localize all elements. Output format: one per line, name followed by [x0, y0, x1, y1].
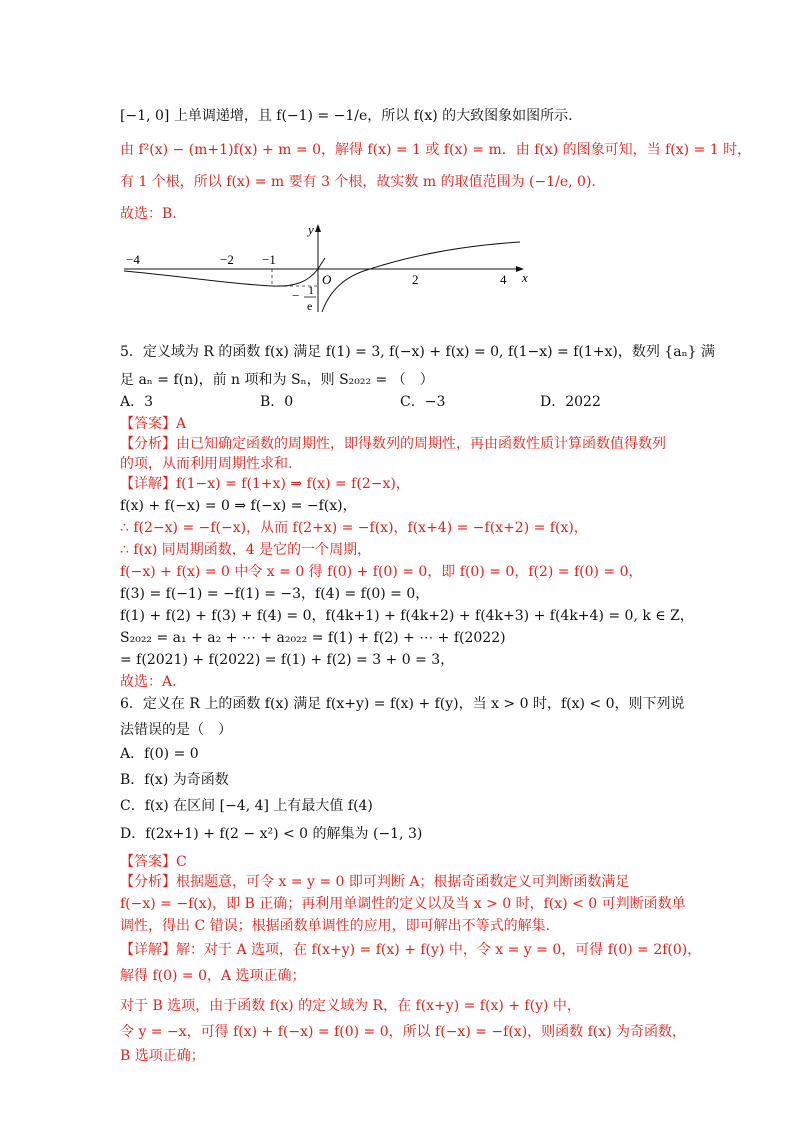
text-line-l06: 足 aₙ = f(n)，前 n 项和为 Sₙ，则 S₂₀₂₂ = （ ） — [120, 372, 434, 388]
option-d: D．2022 — [540, 394, 601, 410]
curve-left — [124, 269, 318, 286]
text-line-l21: 6．定义在 R 上的函数 f(x) 满足 f(x+y) = f(x) + f(y)，当 x > 0 时，f(x) < 0，则下列说 — [120, 696, 685, 712]
text-line-l18: S₂₀₂₂ = a₁ + a₂ + ⋯ + a₂₀₂₂ = f(1) + f(2) + ⋯ + f(2022) — [120, 630, 506, 646]
option-b: B．0 — [260, 394, 294, 410]
text-line-l27: 【答案】C — [120, 854, 187, 870]
function-graph — [120, 224, 540, 314]
text-line-l28: 【分析】根据题意，可令 x = y = 0 即可判断 A；根据奇函数定义可判断函数满足 — [120, 874, 630, 890]
text-line-l29: f(−x) = −f(x)，即 B 正确；再利用单调性的定义以及当 x > 0 时，f(x) < 0 可判断函数单 — [120, 896, 686, 912]
text-line-l10: 的项，从而利用周期性求和. — [120, 456, 293, 472]
text-line-l30: 调性，得出 C 错误；根据函数单调性的应用，即可解出不等式的解集. — [120, 918, 551, 934]
text-line-l15: f(−x) + f(x) = 0 中令 x = 0 得 f(0) + f(0) = 0，即 f(0) = 0，f(2) = f(0) = 0， — [120, 564, 643, 580]
text-line-l33: 对于 B 选项，由于函数 f(x) 的定义域为 R，在 f(x+y) = f(x) + f(y) 中， — [120, 998, 581, 1014]
text-line-l08: 【答案】A — [120, 416, 187, 432]
x-tick-label: −2 — [220, 252, 234, 267]
y-tick-sign: − — [292, 288, 300, 303]
text-line-l03: 有 1 个根，所以 f(x) = m 要有 3 个根，故实数 m 的取值范围为 (−1/e, 0). — [120, 174, 596, 190]
y-tick-numerator: 1 — [308, 283, 314, 297]
text-line-l17: f(1) + f(2) + f(3) + f(4) = 0，f(4k+1) + f(4k+2) + f(4k+3) + f(4k+4) = 0, k ∈ Z， — [120, 608, 694, 624]
text-line-l02: 由 f²(x) − (m+1)f(x) + m = 0，解得 f(x) = 1 或 f(x) = m．由 f(x) 的图象可知，当 f(x) = 1 时， — [120, 142, 752, 158]
x-axis-label: x — [522, 270, 528, 285]
curve-right — [322, 242, 520, 312]
text-line-l09: 【分析】由已知确定函数的周期性，即得数列的周期性，再由函数性质计算函数值得数列 — [120, 436, 666, 452]
option-c: C．−3 — [400, 394, 446, 410]
y-axis-arrow — [315, 224, 321, 232]
y-tick-denominator: e — [307, 299, 313, 313]
text-line-l16: f(3) = f(−1) = −f(1) = −3，f(4) = f(0) = 0， — [120, 586, 430, 602]
text-line-l04: 故选：B. — [120, 206, 177, 222]
text-line-l26: D．f(2x+1) + f(2 − x²) < 0 的解集为 (−1, 3) — [120, 826, 423, 842]
text-line-l34: 令 y = −x，可得 f(x) + f(−x) = f(0) = 0，所以 f(−x) = −f(x)，则函数 f(x) 为奇函数， — [120, 1024, 687, 1040]
x-tick-label: 2 — [412, 272, 419, 287]
text-line-l14: ∴ f(x) 同周期函数，4 是它的一个周期， — [120, 542, 372, 558]
option-a: A．3 — [120, 394, 154, 410]
text-line-l32: 解得 f(0) = 0，A 选项正确； — [120, 968, 306, 984]
x-tick-label: −4 — [126, 252, 140, 267]
text-line-l01: [−1, 0] 上单调递增，且 f(−1) = −1/e，所以 f(x) 的大致图象如图所示. — [120, 108, 573, 124]
text-line-l31: 【详解】解：对于 A 选项，在 f(x+y) = f(x) + f(y) 中，令 x = y = 0，可得 f(0) = 2f(0)， — [120, 942, 702, 958]
y-axis-label: y — [308, 224, 314, 237]
curve-origin-up — [318, 258, 325, 269]
text-line-l05: 5．定义域为 R 的函数 f(x) 满足 f(1) = 3, f(−x) + f(x) = 0, f(1−x) = f(1+x)，数列 {aₙ} 满 — [120, 344, 715, 360]
origin-label: O — [322, 272, 332, 287]
text-line-l24: B．f(x) 为奇函数 — [120, 772, 229, 788]
text-line-l12: f(x) + f(−x) = 0 ⇒ f(−x) = −f(x)， — [120, 498, 357, 514]
text-line-l23: A．f(0) = 0 — [120, 746, 199, 762]
text-line-l20: 故选：A. — [120, 674, 177, 690]
x-tick-label: −1 — [262, 252, 276, 267]
text-line-l35: B 选项正确； — [120, 1048, 205, 1064]
text-line-l13: ∴ f(2−x) = −f(−x)，从而 f(2+x) = −f(x)，f(x+4) = −f(x+2) = f(x)， — [120, 520, 588, 536]
text-line-l22: 法错误的是（ ） — [120, 722, 232, 738]
text-line-l11: 【详解】f(1−x) = f(1+x) ⇒ f(x) = f(2−x)， — [120, 476, 410, 492]
text-line-l25: C．f(x) 在区间 [−4, 4] 上有最大值 f(4) — [120, 798, 373, 814]
text-line-l19: = f(2021) + f(2022) = f(1) + f(2) = 3 + 0 = 3， — [120, 652, 455, 668]
x-tick-label: 4 — [500, 272, 507, 287]
